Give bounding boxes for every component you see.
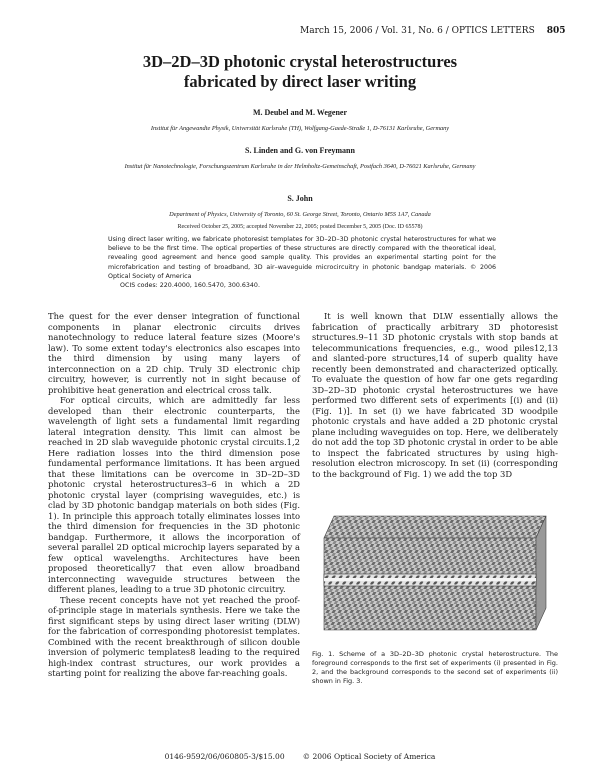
affiliation-1: Institut für Angewandte Physik, Universität Karlsruhe (TH), Wolfgang-Gaede-Straße 1, D-76131 Karlsruhe, Germany (150, 125, 450, 132)
journal-info: March 15, 2006 / Vol. 31, No. 6 / OPTICS LETTERS (300, 26, 535, 36)
article-code: 0146-9592/06/060805-3/$15.00 (164, 752, 285, 761)
abstract (108, 235, 496, 290)
waveguide-channel (324, 578, 536, 581)
paragraph: These recent concepts have not yet reached the proof-of-principle stage in materials synthesis. Here we take the first significant steps by using direct laser writing (DLW) for the fabrication of corresponding photoresist templates. Combined with the recent breakthrough of silicon double inversion of polymeric templates8 leading to the required high-index contrast structures, our work provides a starting point for realizing the above far-reaching goals. (48, 594, 300, 678)
authors-group-3: S. John (287, 194, 313, 203)
page-number: 805 (546, 26, 566, 36)
crystal-top-face (324, 516, 546, 538)
ocis-codes: OCIS codes: 220.4000, 160.5470, 300.6340. (120, 282, 260, 290)
paragraph: It is well known that DLW essentially allows the fabrication of practically arbitrary 3D photoresist structures.9–11 3D photonic crystals with stop bands at telecommunications frequencies, e.g., wood piles12,13 and slanted-pore structures,14 of superb quality have recently been demonstrated and characterized optically. To evaluate the question of how far one gets regarding 3D–2D–3D photonic crystal heterostructures we have performed two different sets of experiments [(i) and (ii) (Fig. 1)]. In set (i) we have fabricated 3D woodpile photonic crystals and have added a 2D photonic crystal plane including waveguides on top. Here, we deliberately do not add the top 3D photonic crystal in order to be able to inspect the fabricated structures by using high-resolution electron microscopy. In set (ii) (corresponding to the background of Fig. 1) we add the top 3D (312, 311, 558, 479)
page-footer (0, 752, 600, 761)
paragraph: For optical circuits, which are admittedly far less developed than their electronic counterparts, the wavelength of light sets a fundamental limit regarding lateral integration density. This limit can almost be reached in 2D slab waveguide photonic crystal circuits.1,2 Here radiation losses into the third dimension pose fundamental performance limitations. It has been argued that these limitations can be overcome in 3D–2D–3D photonic crystal heterostructures3–6 in which a 2D photonic crystal layer (comprising waveguides, etc.) is clad by 3D photonic bandgap materials on both sides (Fig. 1). In principle this approach totally eliminates losses into the third dimension for frequencies in the 3D photonic bandgap. Furthermore, it allows the incorporation of several parallel 2D optical microchip layers separated by a few optical wavelengths. Architectures have been proposed theoretically7 that even allow broadband interconnecting waveguide structures between the different planes, leading to a true 3D photonic circuitry. (48, 395, 300, 594)
figure-caption: Fig. 1. Scheme of a 3D–2D–3D photonic crystal heterostructure. The foreground corresponds to the first set of experiments (i) presented in Fig. 2, and the background corresponds to the second set of experiments (ii) shown in Fig. 3. (312, 650, 558, 685)
figure-1-illustration (314, 508, 558, 642)
paragraph: The quest for the ever denser integration of functional components in planar electronic circuits drives nanotechnology to reduce lateral feature sizes (Moore's law). To some extent today's electronics also escapes into the third dimension by using many layers of interconnection on a 2D chip. Truly 3D electronic chip circuitry, however, is currently not in sight because of prohibitive heat generation and electrical cross talk. (48, 311, 300, 395)
abstract-text: Using direct laser writing, we fabricate photoresist templates for 3D–2D–3D photonic crystal heterostructures for what we believe to be the first time. The optical properties of these structures are directly compared with the theoretical ideal, revealing good agreement and hence good sample quality. This provides an experimental starting point for the microfabrication and testing of broadband, 3D air–waveguide microcircuitry in photonic bandgap materials. © 2006 Optical Society of America (108, 236, 496, 280)
affiliation-3: Department of Physics, University of Toronto, 60 St. George Street, Toronto, Ontario M5S 1A7, Canada (169, 211, 431, 218)
footer-copyright: © 2006 Optical Society of America (302, 752, 436, 761)
article-title (60, 52, 540, 92)
body-column-2 (312, 311, 558, 479)
title-line-2: fabricated by direct laser writing (183, 72, 417, 91)
authors-group-2: S. Linden and G. von Freymann (245, 146, 355, 155)
body-column-1 (48, 311, 300, 679)
received-dates: Received October 25, 2005; accepted November 22, 2005; posted December 5, 2005 (Doc. ID 65578) (177, 224, 423, 230)
affiliation-2: Institut für Nanotechnologie, Forschungszentrum Karlsruhe in der Helmholtz-Gemeinschaft, Postfach 3640, D-76021 Karlsruhe, Germany (124, 163, 476, 170)
title-line-1: 3D–2D–3D photonic crystal heterostructures (142, 52, 458, 71)
running-header (300, 26, 566, 36)
authors-group-1: M. Deubel and M. Wegener (252, 108, 348, 117)
